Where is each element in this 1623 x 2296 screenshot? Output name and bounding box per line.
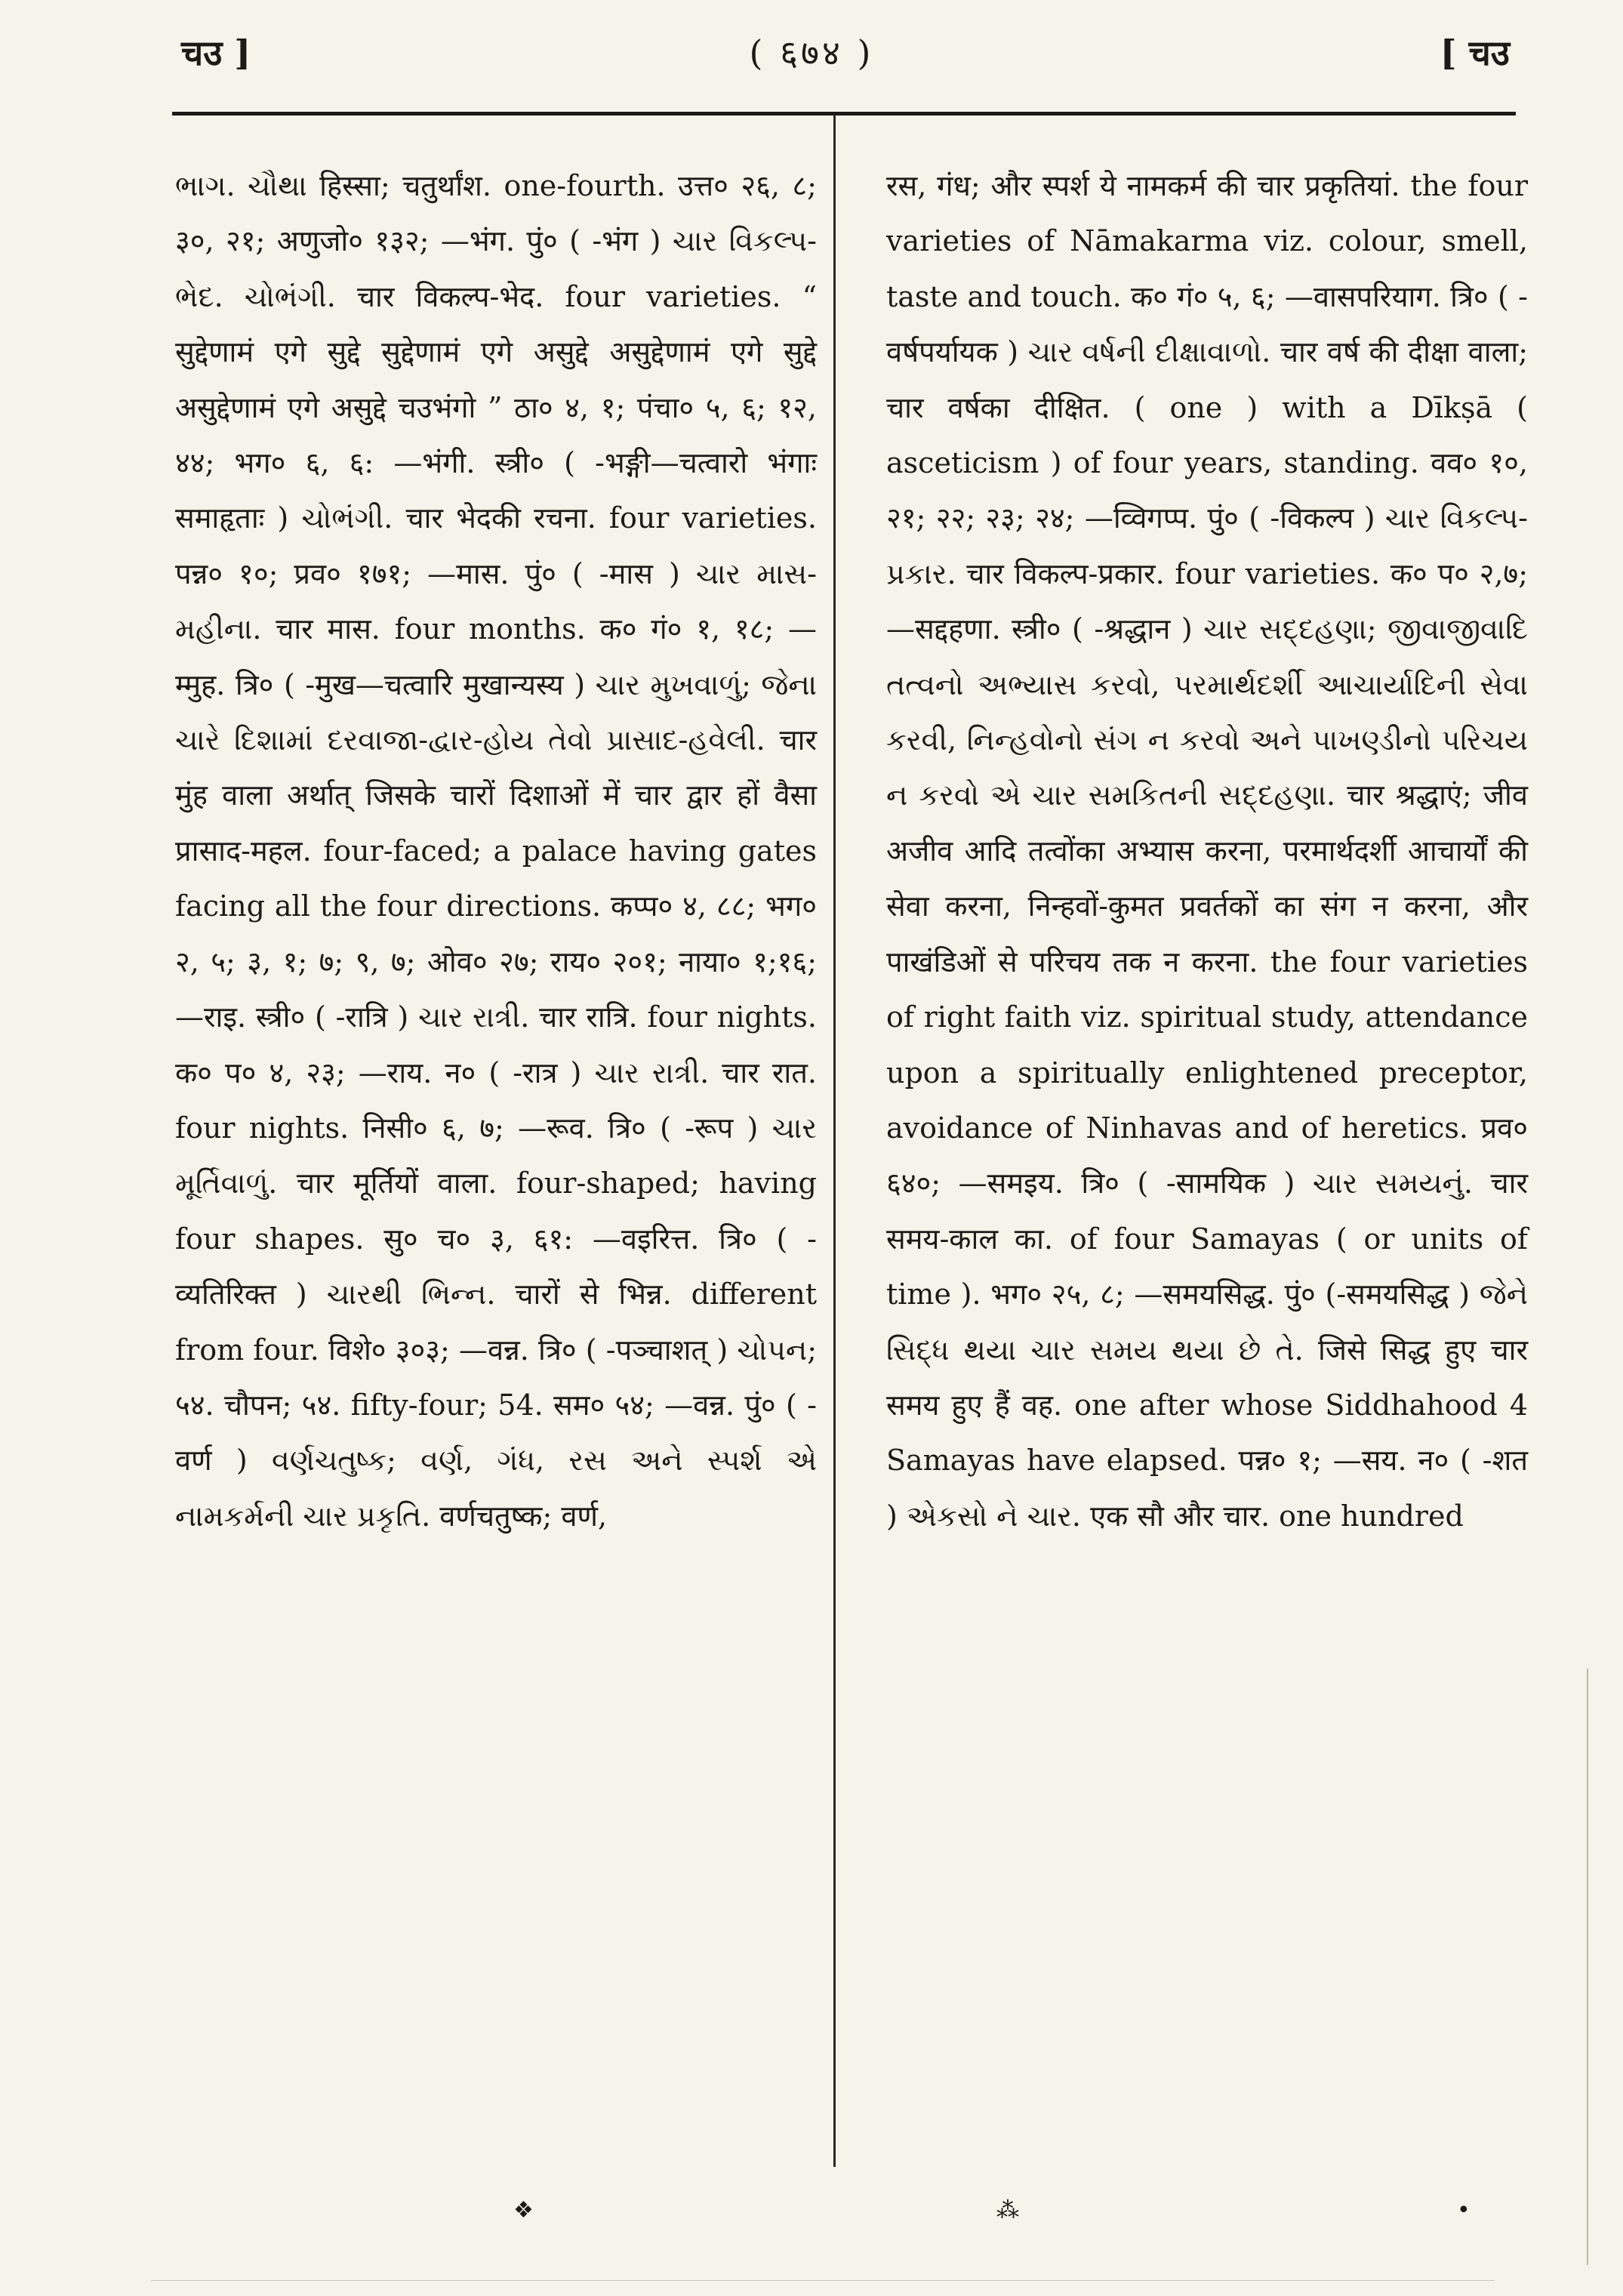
footer-rule xyxy=(151,2280,1495,2281)
footer-ornament: • xyxy=(1457,2197,1471,2224)
page-number: ( ६७४ ) xyxy=(749,32,874,73)
header-right-headword: [ चउ xyxy=(1440,32,1510,73)
footer-ornament: ⁂ xyxy=(996,2197,1019,2224)
header-left-headword: चउ ] xyxy=(181,32,251,73)
left-column-text: ભાગ. ચૌથા हिस्सा; चतुर्थांश. one-fourth. उत्त० २६, ८; ३०, २१; अणुजो० १३२; —भंग. पुं० ( -भंग ) ચાર વિકલ્પ-ભેદ. ચોભંગી. चार विकल्प-भेद. four varieties. “ सुद्देणामं एगे सुद्दे सुद्देणामं एगे असुद्दे असुद्देणामं एगे सुद्दे असुद्देणामं एगे असुद्दे चउभंगो ” ठा० ४, १; पंचा० ५, ६; १२, ४४; भग० ६, ६: —भंगी. स्त्री० ( -भङ्गी—चत्वारो भंगाः समाहृताः ) ચોભંગી. चार भेदकी रचना. four varieties. पन्न० १०; प्रव० १७१; —मास. पुं० ( -मास ) ચાર માસ-મહીના. चार मास. four months. क० गं० १, १८; —म्मुह. त्रि० ( -मुख—चत्वारि मुखान्यस्य ) ચાર મુખવાળું; જેના ચારે દિશામાં દરવાજા-દ્વાર-હોય તેવો પ્રાસાદ-હવેલી. चार मुंह वाला अर्थात् जिसके चारों दिशाओं में चार द्वार हों वैसा प्रासाद-महल. four-faced; a palace having gates facing all the four directions. कप्प० ४, ८८; भग० २, ५; ३, १; ७; ९, ७; ओव० २७; राय० २०१; नाया० १;१६; —राइ. स्त्री० ( -रात्रि ) ચાર રાત્રી. चार रात्रि. four nights. क० प० ४, २३; —राय. न० ( -रात्र ) ચાર રાત્રી. चार रात. four nights. निसी० ६, ७; —रूव. त्रि० ( -रूप ) ચાર મૂર્તિવાળું. चार मूर्तियों वाला. four-shaped; having four shapes. सु० च० ३, ६१: —वइरित्त. त्रि० ( -व्यतिरिक्त ) ચારથી ભિન્ન. चारों से भिन्न. different from four. विशे० ३०३; —वन्न. त्रि० ( -पञ्चाशत् ) ચોપન; ५४. चौपन; ५४. fifty-four; 54. सम० ५४; —वन्न. पुं० ( -वर्ण ) વર્ણચતુષ્ક; વર્ણ, ગંધ, રસ અને સ્પર્શ એ નામકર્મની ચાર પ્રકૃતિ. वर्णचतुष्क; वर्ण, xyxy=(175,169,817,1533)
column-divider xyxy=(833,115,836,2167)
right-column xyxy=(886,159,1528,1544)
right-column-text: रस, गंध; और स्पर्श ये नामकर्म की चार प्रकृतियां. the four varieties of Nāmakarma viz. colour, smell, taste and touch. क० गं० ५, ६; —वासपरियाग. त्रि० ( -वर्षपर्यायक ) ચાર વર્ષની દીક્ષાવાળો. चार वर्ष की दीक्षा वाला; चार वर्षका दीक्षित. ( one ) with a Dīkṣā ( asceticism ) of four years, standing. वव० १०, २१; २२; २३; २४; —व्विगप्प. पुं० ( -विकल्प ) ચાર વિકલ્પ-પ્રકાર. चार विकल्प-प्रकार. four varieties. क० प० २,७; —सद्दहणा. स्त्री० ( -श्रद्धान ) ચાર સદ્દહણા; જીવાજીવાદિ તત્વનો અભ્યાસ કરવો, પરમાર્થદર્શી આચાર્યાદિની સેવા કરવી, નિન્હવોનો સંગ ન કરવો અને પાખણ્ડીનો પરિચય ન કરવો એ ચાર સમકિતની સદ્દહણા. चार श्रद्धाएं; जीव अजीव आदि तत्वोंका अभ्यास करना, परमार्थदर्शी आचार्यों की सेवा करना, निन्हवों-कुमत प्रवर्तकों का संग न करना, और पाखंडिओं से परिचय तक न करना. the four varieties of right faith viz. spiritual study, attendance upon a spiritually enlightened preceptor, avoidance of Ninhavas and of heretics. प्रव० ६४०; —समइय. त्रि० ( -सामयिक ) ચાર સમયનું. चार समय-काल का. of four Samayas ( or units of time ). भग० २५, ८; —समयसिद्ध. पुं० (-समयसिद्ध ) જેને સિદ્ધ થયા ચાર સમય થયા છે તે. जिसे सिद्ध हुए चार समय हुए हैं वह. one after whose Siddhahood 4 Samayas have elapsed. पन्न० १; —सय. न० ( -शत ) એકસો ને ચાર. एक सौ और चार. one hundred xyxy=(886,169,1528,1533)
header-rule xyxy=(172,112,1516,116)
margin-line xyxy=(1587,1669,1588,2265)
left-column xyxy=(175,159,817,1544)
footer-ornament: ❖ xyxy=(513,2197,534,2224)
